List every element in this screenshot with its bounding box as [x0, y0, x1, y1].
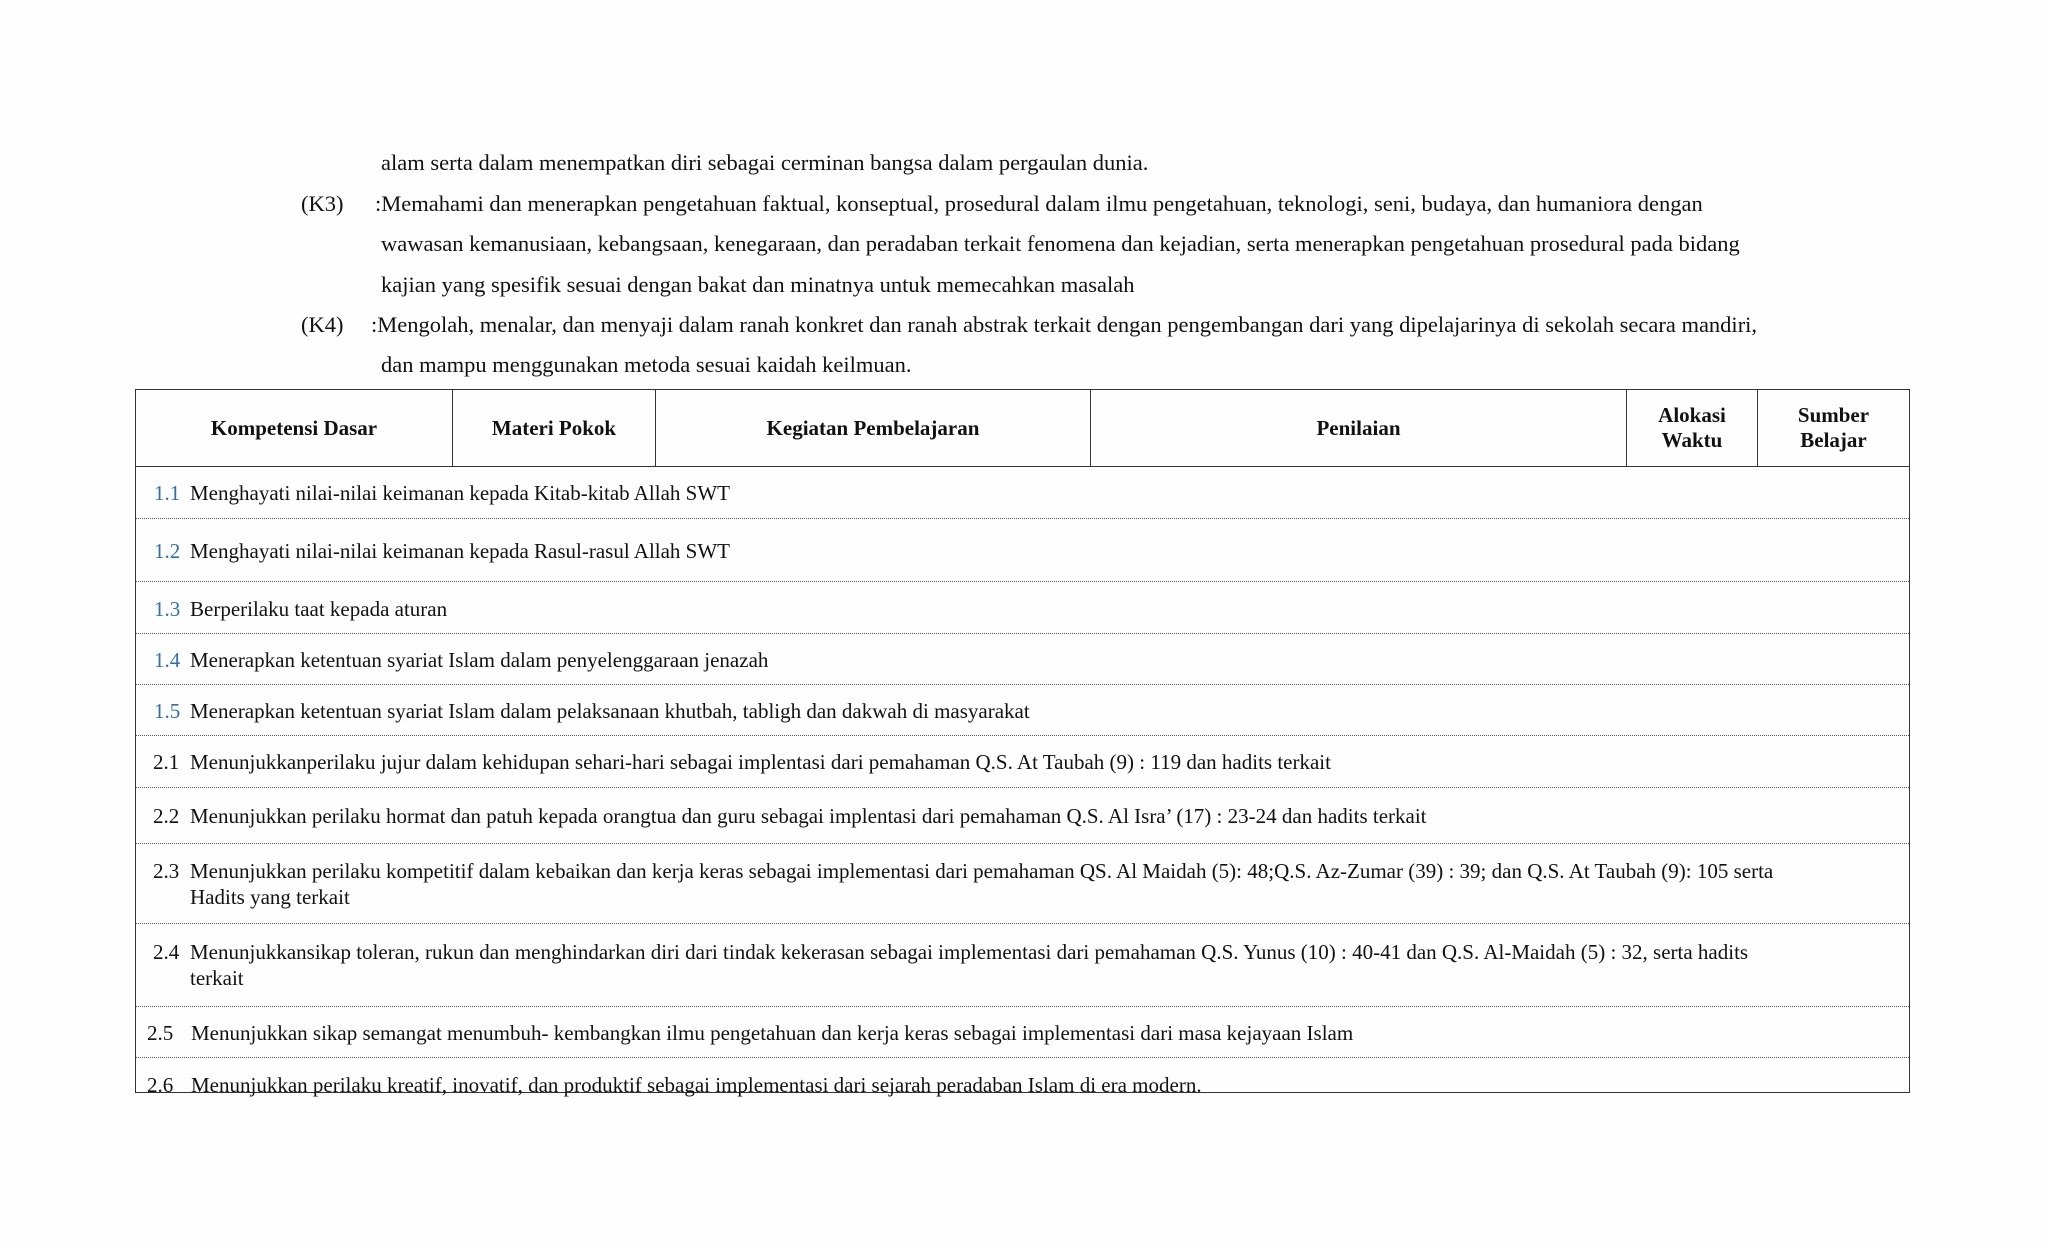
ki3-code: (K3): [301, 191, 344, 216]
kd-text-line-1: Menunjukkan perilaku kompetitif dalam kebaikan dan kerja keras sebagai implementasi dari pemahaman QS. Al Maidah (5): 48;Q.S. Az-Zumar (39) : 39; dan Q.S. At Taubah (9): 105 serta: [190, 859, 1774, 883]
header-sumber-belajar: Sumber Belajar: [1797, 403, 1870, 452]
kd-text: Menunjukkan perilaku hormat dan patuh kepada orangtua dan guru sebagai implentasi dari pemahaman Q.S. Al Isra’ (17) : 23-24 dan hadits terkait: [190, 804, 1427, 828]
ki4-line-1: :Mengolah, menalar, dan menyaji dalam ranah konkret dan ranah abstrak terkait dengan pengembangan dari yang dipelajarinya di sekolah secara mandiri,: [371, 312, 1758, 337]
ki2-continuation: alam serta dalam menempatkan diri sebagai cerminan bangsa dalam pergaulan dunia.: [381, 150, 1149, 175]
kd-number: 1.2: [154, 539, 181, 563]
kd-row-1-3: [136, 582, 1909, 634]
kd-number: 2.5: [147, 1021, 174, 1045]
kd-text-line-1: Menunjukkansikap toleran, rukun dan menghindarkan diri dari tindak kekerasan sebagai implementasi dari pemahaman Q.S. Yunus (10) : 40-41 dan Q.S. Al-Maidah (5) : 32, serta hadits: [190, 940, 1749, 964]
kd-text-line-2: Hadits yang terkait: [190, 885, 350, 909]
kd-row-2-6: [136, 1058, 1909, 1097]
kd-number: 1.3: [154, 597, 181, 621]
kd-row-1-4: [136, 634, 1909, 685]
header-penilaian: Penilaian: [1091, 390, 1627, 466]
kd-number: 1.1: [154, 481, 181, 505]
kd-row-2-3: [136, 844, 1909, 924]
kd-number: 2.6: [147, 1073, 174, 1097]
kd-row-1-5: [136, 685, 1909, 736]
kd-text: Menunjukkan perilaku kreatif, inovatif, dan produktif sebagai implementasi dari sejarah peradaban Islam di era modern.: [191, 1073, 1202, 1097]
kd-number: 2.3: [153, 859, 180, 883]
kd-text: Menunjukkan sikap semangat menumbuh- kembangkan ilmu pengetahuan dan kerja keras sebagai implementasi dari masa kejayaan Islam: [191, 1021, 1354, 1045]
header-materi-pokok: Materi Pokok: [453, 390, 656, 466]
header-alokasi-waktu: Alokasi Waktu: [1627, 390, 1758, 466]
kd-row-2-1: [136, 736, 1909, 788]
kd-number: 2.2: [153, 804, 180, 828]
kd-row-2-2: [136, 788, 1909, 844]
kd-row-1-2: [136, 519, 1909, 582]
table-header: [136, 390, 1909, 467]
header-kegiatan-pembelajaran: Kegiatan Pembelajaran: [656, 390, 1091, 466]
ki3-line-2: wawasan kemanusiaan, kebangsaan, kenegaraan, dan peradaban terkait fenomena dan kejadian, serta menerapkan pengetahuan prosedural pada bidang: [381, 231, 1740, 256]
ki3-line-3: kajian yang spesifik sesuai dengan bakat dan minatnya untuk memecahkan masalah: [381, 272, 1135, 297]
kd-number: 2.1: [153, 750, 180, 774]
kd-row-2-5: [136, 1007, 1909, 1058]
kd-text: Berperilaku taat kepada aturan: [190, 597, 448, 621]
kd-text: Menghayati nilai-nilai keimanan kepada Kitab-kitab Allah SWT: [190, 481, 731, 505]
kd-row-2-4: [136, 924, 1909, 1007]
kd-text: Menunjukkanperilaku jujur dalam kehidupan sehari-hari sebagai implentasi dari pemahaman Q.S. At Taubah (9) : 119 dan hadits terkait: [190, 750, 1331, 774]
kd-text: Menerapkan ketentuan syariat Islam dalam penyelenggaraan jenazah: [190, 648, 769, 672]
kd-number: 2.4: [153, 940, 180, 964]
ki3-line-1: :Memahami dan menerapkan pengetahuan faktual, konseptual, prosedural dalam ilmu pengetahuan, teknologi, seni, budaya, dan humaniora dengan: [375, 191, 1703, 216]
kd-row-1-1: [136, 467, 1909, 519]
ki4-code: (K4): [301, 312, 344, 337]
ki4-line-2: dan mampu menggunakan metoda sesuai kaidah keilmuan.: [381, 352, 912, 377]
kd-text-line-2: terkait: [190, 966, 244, 990]
kompetensi-dasar-table: [135, 389, 1910, 1097]
header-kompetensi-dasar: Kompetensi Dasar: [136, 390, 453, 466]
kd-text: Menerapkan ketentuan syariat Islam dalam pelaksanaan khutbah, tabligh dan dakwah di masyarakat: [190, 699, 1030, 723]
kd-number: 1.5: [154, 699, 181, 723]
kd-text: Menghayati nilai-nilai keimanan kepada Rasul-rasul Allah SWT: [190, 539, 731, 563]
kd-number: 1.4: [154, 648, 181, 672]
